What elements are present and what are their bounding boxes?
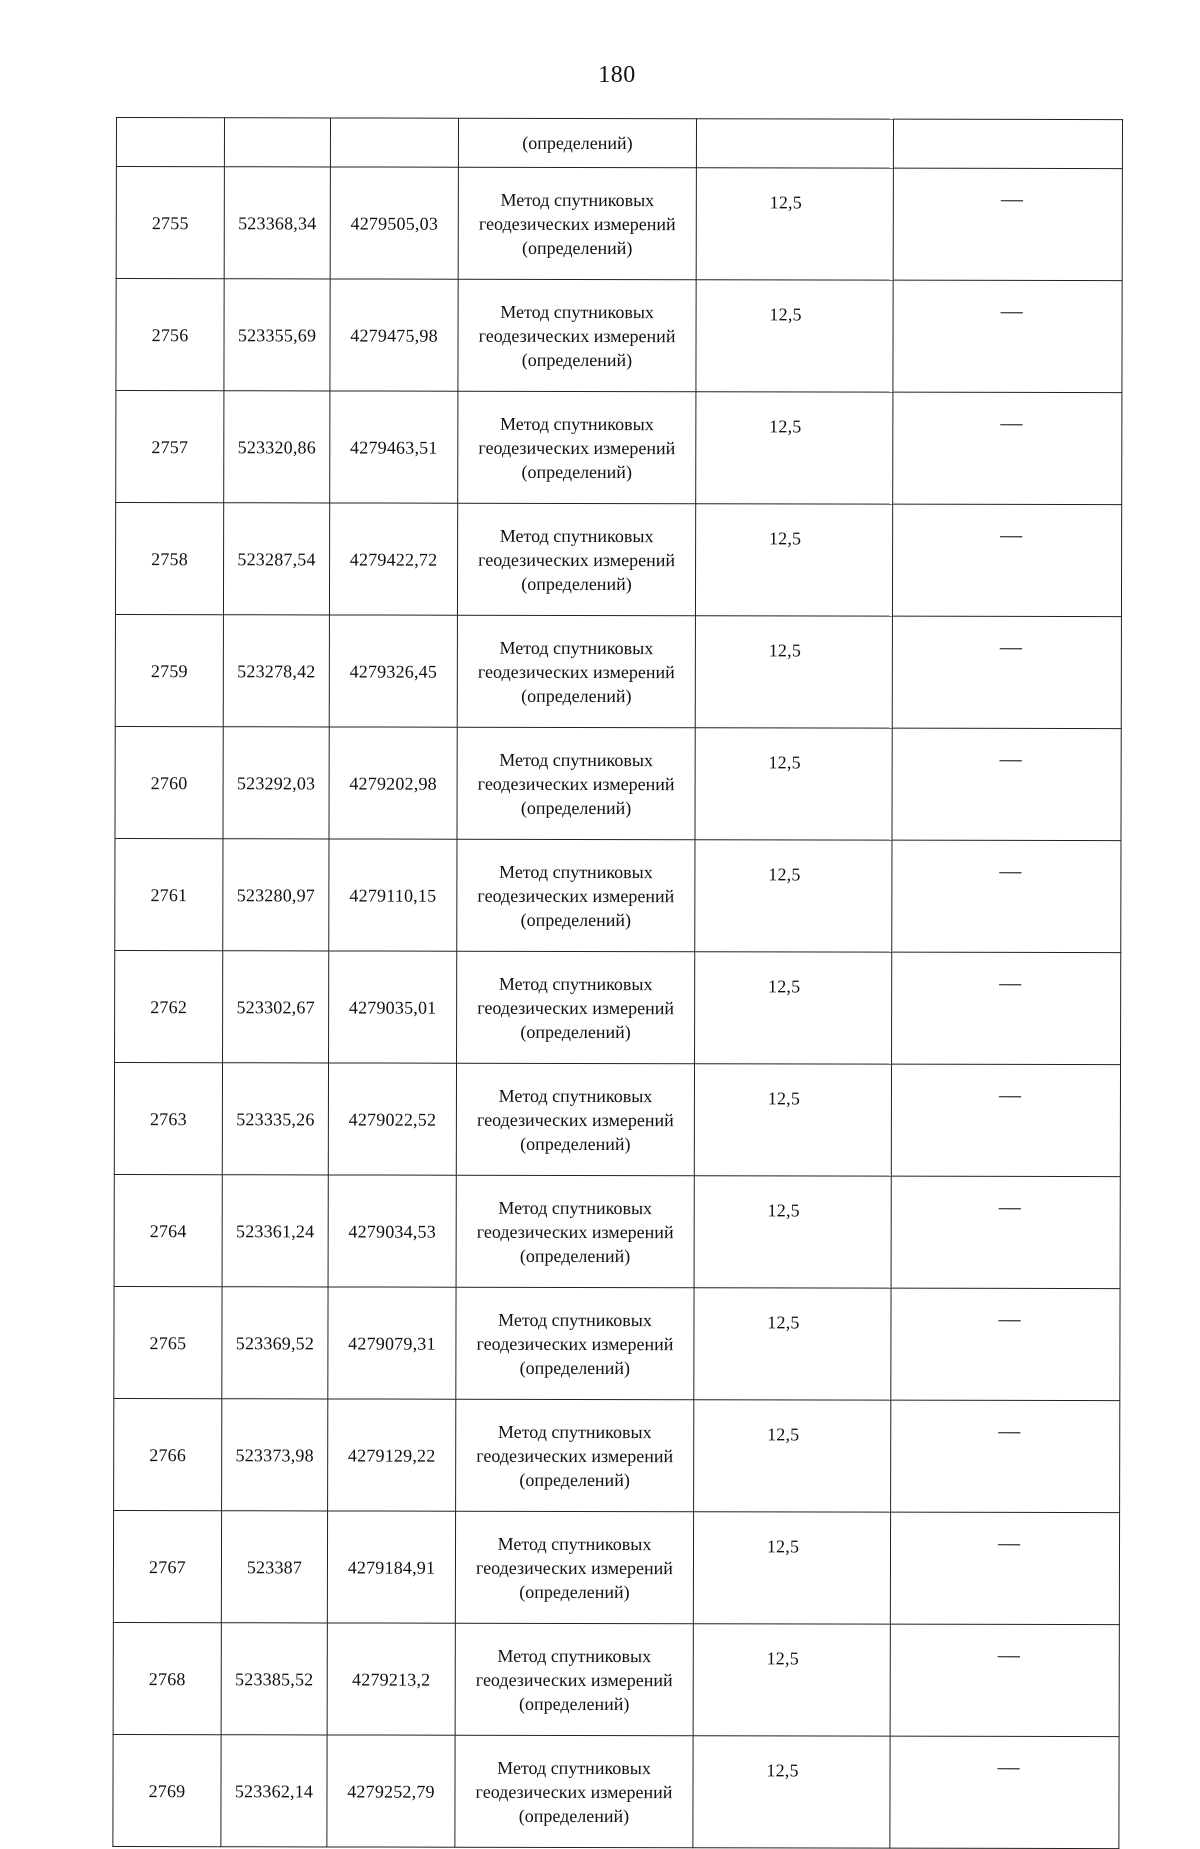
method-line: геодезических измерений xyxy=(476,1221,674,1242)
method-line: Метод спутниковых xyxy=(499,749,654,770)
cell-note: — xyxy=(892,504,1121,616)
cell-method xyxy=(456,1287,694,1399)
cell-point-id: 2759 xyxy=(115,614,223,726)
method-line: Метод спутниковых xyxy=(497,1533,652,1554)
table-row xyxy=(115,503,1121,617)
page-number: 180 xyxy=(598,62,636,88)
cell-point-id: 2765 xyxy=(114,1286,222,1398)
cell-x: 523320,86 xyxy=(224,391,330,503)
method-line: геодезических измерений xyxy=(475,1781,673,1802)
method-line: Метод спутниковых xyxy=(500,301,654,322)
cell-point-id xyxy=(116,118,224,167)
cell-method xyxy=(458,391,696,503)
cell-y xyxy=(330,118,458,167)
method-line: (определений) xyxy=(521,461,632,482)
cell-note: — xyxy=(893,280,1122,392)
cell-y: 4279505,03 xyxy=(330,167,458,279)
cell-method xyxy=(456,1175,694,1287)
method-line: геодезических измерений xyxy=(477,885,675,906)
table-row xyxy=(114,1174,1120,1288)
continued-row xyxy=(116,118,1122,169)
table-row xyxy=(115,950,1121,1064)
coordinates-table xyxy=(112,117,1123,1849)
method-line: геодезических измерений xyxy=(478,325,676,346)
method-line: геодезических измерений xyxy=(478,549,676,570)
cell-accuracy: 12,5 xyxy=(695,952,892,1064)
method-line: геодезических измерений xyxy=(476,1557,673,1578)
cell-note: — xyxy=(891,1400,1120,1512)
method-line: геодезических измерений xyxy=(475,1669,673,1690)
cell-x: 523335,26 xyxy=(222,1063,328,1175)
cell-method xyxy=(457,727,695,839)
cell-x: 523387 xyxy=(221,1511,327,1623)
method-line: (определений) xyxy=(520,909,632,930)
cell-method xyxy=(455,1735,693,1847)
cell-x xyxy=(224,118,330,167)
table-row xyxy=(114,1286,1120,1400)
cell-x: 523362,14 xyxy=(221,1735,327,1847)
cell-accuracy: 12,5 xyxy=(694,1064,891,1176)
cell-note: — xyxy=(891,1176,1120,1288)
cell-y: 4279202,98 xyxy=(329,727,457,839)
cell-accuracy: 12,5 xyxy=(695,616,892,728)
method-line: (определений) xyxy=(520,797,632,818)
table-row xyxy=(115,838,1121,952)
cell-accuracy: 12,5 xyxy=(693,1624,890,1736)
cell-y: 4279129,22 xyxy=(328,1399,456,1511)
method-line: Метод спутниковых xyxy=(499,861,653,882)
method-line: Метод спутниковых xyxy=(497,1421,652,1442)
cell-method xyxy=(457,615,695,727)
cell-point-id: 2768 xyxy=(113,1622,221,1734)
cell-point-id: 2769 xyxy=(113,1734,221,1846)
table-row xyxy=(116,279,1122,393)
method-line: (определений) xyxy=(519,1245,631,1266)
cell-point-id: 2758 xyxy=(115,503,223,615)
table-body xyxy=(113,118,1123,1849)
method-line: Метод спутниковых xyxy=(500,189,655,210)
cell-x: 523369,52 xyxy=(222,1287,328,1399)
method-line: (определений) xyxy=(519,1357,631,1378)
cell-accuracy: 12,5 xyxy=(693,1736,890,1848)
cell-x: 523355,69 xyxy=(224,279,330,391)
method-line: (определений) xyxy=(519,1469,630,1490)
method-line: (определений) xyxy=(518,1805,630,1826)
cell-method xyxy=(457,503,695,615)
cell-method xyxy=(456,1399,694,1511)
method-line: (определений) xyxy=(518,1693,630,1714)
cell-point-id: 2762 xyxy=(115,950,223,1062)
cell-point-id: 2761 xyxy=(115,838,223,950)
method-line: Метод спутниковых xyxy=(498,973,653,994)
method-line: геодезических измерений xyxy=(476,1333,674,1354)
cell-accuracy: 12,5 xyxy=(695,728,892,840)
method-line: Метод спутниковых xyxy=(497,1645,652,1666)
method-line: геодезических измерений xyxy=(477,661,675,682)
table-row xyxy=(113,1622,1119,1736)
cell-method xyxy=(455,1511,693,1623)
method-line: Метод спутниковых xyxy=(498,1085,653,1106)
method-line: геодезических измерений xyxy=(477,773,675,794)
cell-method xyxy=(457,839,695,951)
table-row xyxy=(114,1398,1120,1512)
method-line: геодезических измерений xyxy=(478,213,676,234)
method-line: Метод спутниковых xyxy=(498,1197,653,1218)
cell-x: 523302,67 xyxy=(223,951,329,1063)
cell-accuracy: 12,5 xyxy=(696,168,893,280)
cell-note: — xyxy=(890,1736,1119,1848)
table-row xyxy=(114,1062,1120,1176)
cell-y: 4279475,98 xyxy=(330,279,458,391)
cell-note: — xyxy=(890,1512,1119,1624)
method-line: (определений) xyxy=(521,573,632,594)
method-line: (определений) xyxy=(521,349,633,370)
cell-accuracy: 12,5 xyxy=(695,840,892,952)
cell-x: 523368,34 xyxy=(224,167,330,279)
cell-method xyxy=(457,951,695,1063)
cell-note: — xyxy=(890,1624,1119,1736)
method-line: (определений) xyxy=(520,1133,631,1154)
method-line: (определений) xyxy=(521,685,632,706)
method-line: Метод спутниковых xyxy=(498,1309,652,1330)
cell-accuracy: 12,5 xyxy=(696,392,893,504)
cell-y: 4279213,2 xyxy=(327,1623,455,1735)
cell-y: 4279022,52 xyxy=(328,1063,456,1175)
cell-note: — xyxy=(892,728,1121,840)
method-line: геодезических измерений xyxy=(477,997,675,1018)
cell-point-id: 2763 xyxy=(114,1062,222,1174)
table-row xyxy=(116,391,1122,505)
cell-x: 523278,42 xyxy=(223,615,329,727)
cell-y: 4279252,79 xyxy=(327,1735,455,1847)
cell-x: 523373,98 xyxy=(222,1399,328,1511)
cell-x: 523361,24 xyxy=(222,1175,328,1287)
cell-y: 4279110,15 xyxy=(329,839,457,951)
cell-point-id: 2767 xyxy=(113,1510,221,1622)
cell-accuracy: 12,5 xyxy=(694,1176,891,1288)
method-line: Метод спутниковых xyxy=(499,637,654,658)
method-line: геодезических измерений xyxy=(476,1109,674,1130)
method-line: Метод спутниковых xyxy=(499,525,654,546)
cell-y: 4279035,01 xyxy=(329,951,457,1063)
table-row xyxy=(113,1734,1119,1848)
cell-x: 523280,97 xyxy=(223,839,329,951)
cell-note xyxy=(893,119,1122,168)
method-line: Метод спутниковых xyxy=(499,413,654,434)
cell-note: — xyxy=(892,840,1121,952)
cell-accuracy xyxy=(696,119,893,168)
cell-method xyxy=(458,167,696,279)
cell-x: 523287,54 xyxy=(223,503,329,615)
cell-y: 4279184,91 xyxy=(327,1511,455,1623)
cell-y: 4279422,72 xyxy=(329,503,457,615)
cell-note: — xyxy=(892,616,1121,728)
coordinates-table-wrapper xyxy=(112,117,1122,1849)
cell-y: 4279079,31 xyxy=(328,1287,456,1399)
cell-note: — xyxy=(893,392,1122,504)
cell-point-id: 2756 xyxy=(116,279,224,391)
cell-method xyxy=(456,1063,694,1175)
cell-y: 4279034,53 xyxy=(328,1175,456,1287)
method-line: Метод спутниковых xyxy=(497,1757,651,1778)
cell-point-id: 2766 xyxy=(114,1398,222,1510)
cell-x: 523385,52 xyxy=(221,1623,327,1735)
cell-method-tail: (определений) xyxy=(458,118,696,167)
table-row xyxy=(116,167,1122,281)
cell-method xyxy=(458,279,696,391)
cell-point-id: 2764 xyxy=(114,1174,222,1286)
table-row xyxy=(115,614,1121,728)
method-line: геодезических измерений xyxy=(476,1445,674,1466)
cell-y: 4279326,45 xyxy=(329,615,457,727)
method-line: (определений) xyxy=(519,1581,630,1602)
cell-note: — xyxy=(892,952,1121,1064)
cell-accuracy: 12,5 xyxy=(694,1288,891,1400)
method-line: (определений) xyxy=(520,1021,631,1042)
table-row xyxy=(113,1510,1119,1624)
cell-accuracy: 12,5 xyxy=(696,280,893,392)
cell-method xyxy=(455,1623,693,1735)
cell-note: — xyxy=(893,168,1122,280)
cell-point-id: 2760 xyxy=(115,726,223,838)
cell-x: 523292,03 xyxy=(223,727,329,839)
table-row xyxy=(115,726,1121,840)
cell-accuracy: 12,5 xyxy=(695,504,892,616)
method-line: геодезических измерений xyxy=(478,437,676,458)
cell-point-id: 2755 xyxy=(116,167,224,279)
cell-accuracy: 12,5 xyxy=(693,1512,890,1624)
cell-point-id: 2757 xyxy=(116,391,224,503)
cell-note: — xyxy=(891,1064,1120,1176)
method-line: (определений) xyxy=(522,237,633,258)
cell-accuracy: 12,5 xyxy=(694,1400,891,1512)
cell-y: 4279463,51 xyxy=(330,391,458,503)
cell-note: — xyxy=(891,1288,1120,1400)
